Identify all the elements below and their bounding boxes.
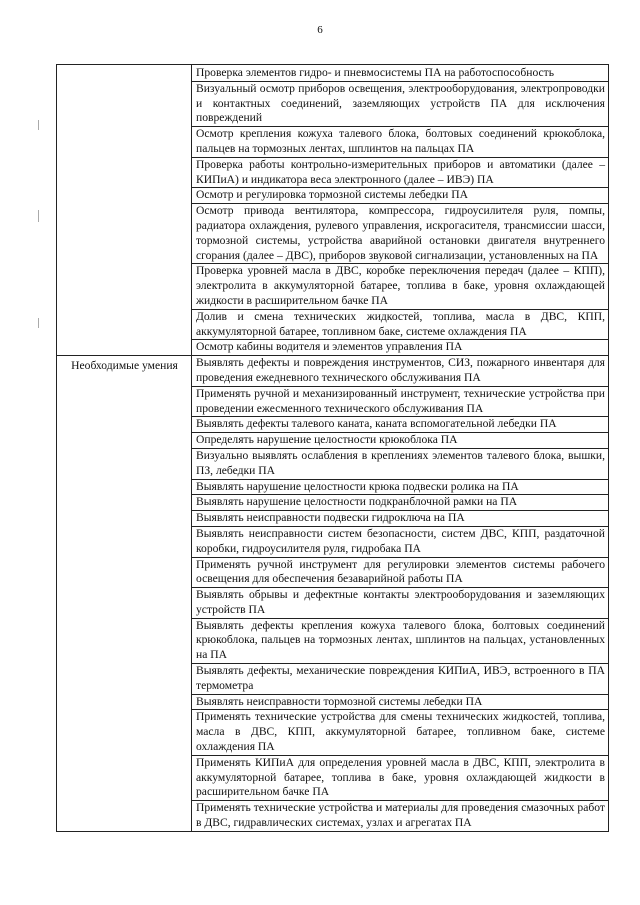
margin-mark — [38, 210, 39, 222]
margin-mark — [38, 120, 39, 130]
table-cell: Применять ручной и механизированный инструмент, технические устройства при проведении ежесменного технического обслуживания ПА — [192, 386, 609, 417]
competency-table — [56, 64, 609, 832]
table-cell: Проверка работы контрольно-измерительных приборов и автоматики (далее – КИПиА) и индикатора веса электронного (далее – ИВЭ) ПА — [192, 157, 609, 188]
table-cell: Проверка уровней масла в ДВС, коробке переключения передач (далее – КПП), электролита в аккумуляторной батарее, топлива в баке, уровня охлаждающей жидкости в расширительном бачке ПА — [192, 264, 609, 309]
table-cell: Осмотр крепления кожуха талевого блока, болтовых соединений крюкоблока, пальцев на тормозных лентах, шплинтов на пальцах ПА — [192, 127, 609, 158]
table-cell: Осмотр привода вентилятора, компрессора, гидроусилителя руля, помпы, радиатора охлаждения, рулевого управления, искрогасителя, трансмиссии шасси, тормозной системы, устройства аварийной остановки двигателя внутреннего сгорания (далее – ДВС), приборов звуковой сигнализации, установленных на ПА — [192, 204, 609, 264]
section-label: Необходимые умения — [57, 356, 192, 832]
table-row — [57, 65, 609, 82]
table-cell: Проверка элементов гидро- и пневмосистемы ПА на работоспособность — [192, 65, 609, 82]
table-cell: Применять ручной инструмент для регулировки элементов системы рабочего освещения для обеспечения безаварийной работы ПА — [192, 557, 609, 588]
table-cell: Выявлять неисправности систем безопасности, систем ДВС, КПП, раздаточной коробки, гидроусилителя руля, гидробака ПА — [192, 526, 609, 557]
table-cell: Долив и смена технических жидкостей, топлива, масла в ДВС, КПП, аккумуляторной батарее, топливном баке, системе охлаждения ПА — [192, 309, 609, 340]
table-cell: Выявлять неисправности тормозной системы лебедки ПА — [192, 694, 609, 710]
table-cell: Выявлять дефекты, механические повреждения КИПиА, ИВЭ, встроенного в ПА термометра — [192, 664, 609, 695]
table-cell: Выявлять нарушение целостности крюка подвески ролика на ПА — [192, 479, 609, 495]
table-cell: Осмотр кабины водителя и элементов управления ПА — [192, 340, 609, 356]
empty-label-cell — [57, 65, 192, 356]
table-cell: Визуально выявлять ослабления в креплениях элементов талевого блока, вышки, ПЗ, лебедки ПА — [192, 448, 609, 479]
table-cell: Выявлять неисправности подвески гидроключа на ПА — [192, 511, 609, 527]
table-cell: Выявлять обрывы и дефектные контакты электрооборудования и заземляющих устройств ПА — [192, 588, 609, 619]
table-cell: Определять нарушение целостности крюкоблока ПА — [192, 433, 609, 449]
table-cell: Применять технические устройства для смены технических жидкостей, топлива, масла в ДВС, КПП, аккумуляторной батарее, топливном баке, системе охлаждения ПА — [192, 710, 609, 755]
table-row — [57, 356, 609, 387]
table-cell: Выявлять дефекты талевого каната, каната вспомогательной лебедки ПА — [192, 417, 609, 433]
table-cell: Применять КИПиА для определения уровней масла в ДВС, КПП, электролита в аккумуляторной батарее, топлива в баке, уровня охлаждающей жидкости в расширительном бачке ПА — [192, 755, 609, 800]
table-cell: Выявлять нарушение целостности подкранблочной рамки на ПА — [192, 495, 609, 511]
table-cell: Осмотр и регулировка тормозной системы лебедки ПА — [192, 188, 609, 204]
page-number: 6 — [317, 24, 323, 36]
table-cell: Выявлять дефекты крепления кожуха талевого блока, болтовых соединений крюкоблока, пальцев на тормозных лентах, шплинтов на пальцах, установленных на ПА — [192, 618, 609, 663]
table-cell: Выявлять дефекты и повреждения инструментов, СИЗ, пожарного инвентаря для проведения ежедневного технического обслуживания ПА — [192, 356, 609, 387]
table-cell: Применять технические устройства и материалы для проведения смазочных работ в ДВС, гидравлических системах, узлах и агрегатах ПА — [192, 801, 609, 832]
margin-mark — [38, 318, 39, 328]
table-cell: Визуальный осмотр приборов освещения, электрооборудования, электропроводки и контактных соединений, заземляющих устройств ПА для исключения повреждений — [192, 81, 609, 126]
